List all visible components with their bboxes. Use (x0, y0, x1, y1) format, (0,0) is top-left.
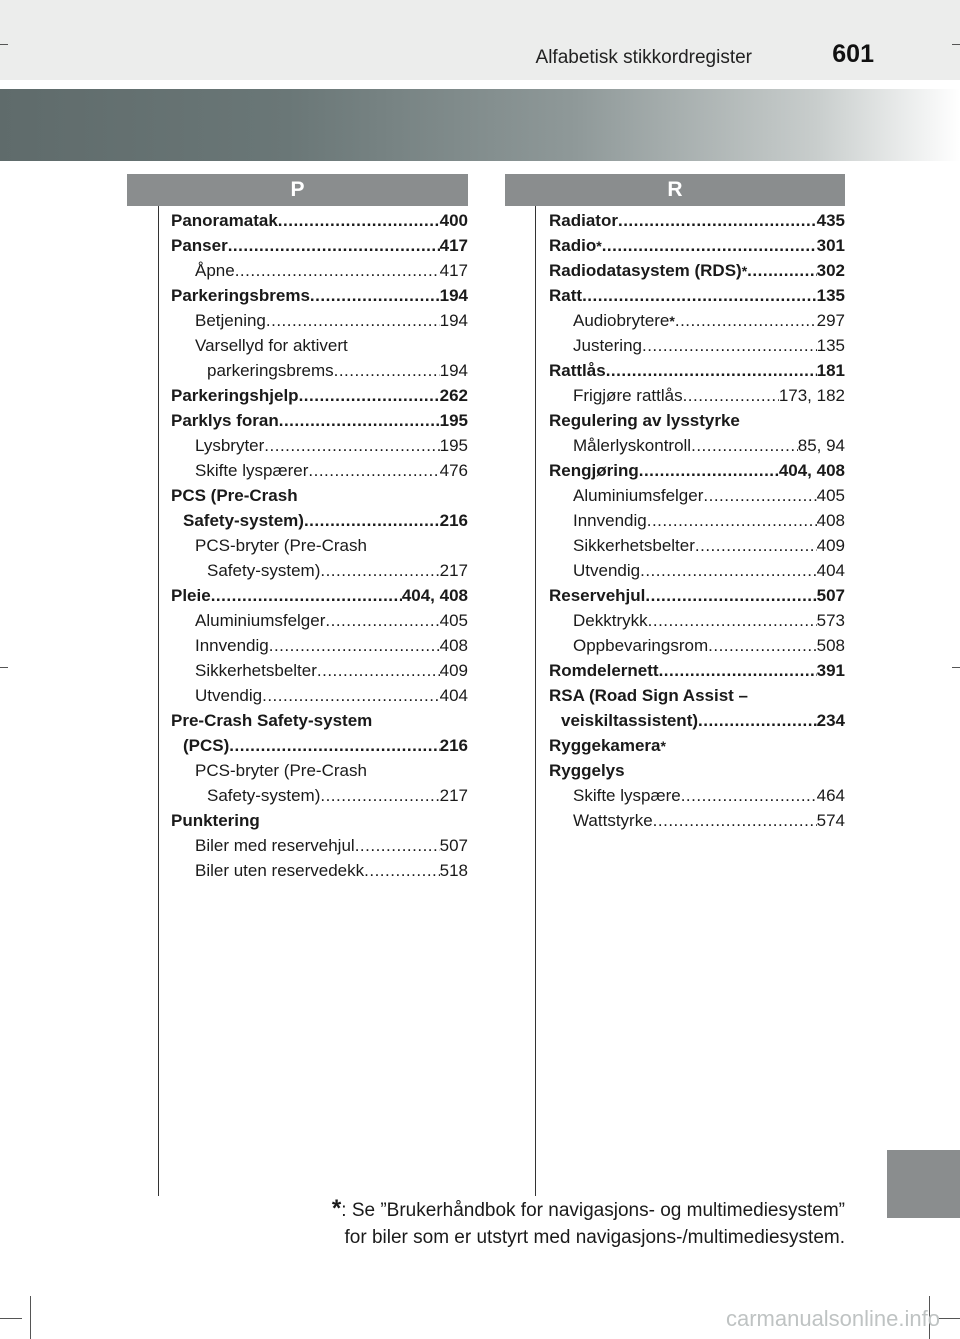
entry-page: 508 (816, 636, 845, 655)
column-divider-right (535, 206, 536, 1196)
leader-dots (653, 808, 817, 833)
entry-label: parkeringsbrems (207, 361, 334, 380)
leader-dots (703, 483, 816, 508)
leader-dots (639, 458, 779, 483)
entry-page: 409 (816, 536, 845, 555)
index-entry (171, 433, 468, 458)
index-entry (549, 633, 845, 658)
leader-dots (304, 508, 440, 533)
leader-dots (279, 408, 440, 433)
entry-label: Rattlås (549, 361, 606, 380)
entry-label: Parklys foran (171, 411, 279, 430)
leader-dots (648, 608, 817, 633)
entry-label: Parkeringsbrems (171, 286, 310, 305)
entry-label: Pleie (171, 586, 211, 605)
index-column-p (171, 208, 468, 883)
index-entry (171, 833, 468, 858)
footnote-line-2: for biler som er utstyrt med navigasjons-/multimediesystem. (344, 1227, 845, 1248)
leader-dots (310, 283, 440, 308)
index-entry (549, 608, 845, 633)
entry-label: Biler uten reservedekk (195, 861, 365, 880)
index-entry: Ryggekamera * (549, 733, 845, 758)
entry-page: 574 (816, 811, 845, 830)
entry-label: Betjening (195, 311, 266, 330)
leader-dots (264, 433, 439, 458)
entry-label: Innvendig (195, 636, 269, 655)
entry-page: 464 (816, 786, 845, 805)
index-entry (549, 358, 845, 383)
index-entry (171, 458, 468, 483)
entry-label: RSA (Road Sign Assist – (549, 686, 748, 705)
leader-dots (747, 258, 816, 283)
entry-page: 404 (816, 561, 845, 580)
entry-page: 404, 408 (401, 586, 468, 605)
section-header-r: R (505, 174, 845, 206)
entry-page: 262 (439, 386, 468, 405)
entry-label: Utvendig (573, 561, 641, 580)
entry-page: 195 (439, 436, 468, 455)
index-entry (171, 533, 468, 558)
crop-mark (952, 44, 960, 45)
entry-label: Dekktrykk (573, 611, 648, 630)
entry-label: Sikkerhetsbelter (195, 661, 317, 680)
entry-label: Sikkerhetsbelter (573, 536, 695, 555)
entry-label: veiskiltassistent) (561, 711, 699, 730)
index-entry (549, 758, 845, 783)
entry-page: 435 (816, 211, 845, 230)
index-column-r (549, 208, 845, 833)
index-entry (171, 633, 468, 658)
index-entry (171, 658, 468, 683)
leader-dots (647, 508, 817, 533)
index-entry (549, 708, 845, 733)
entry-label: Romdelernett (549, 661, 659, 680)
crop-mark (952, 667, 960, 668)
entry-page: 181 (816, 361, 845, 380)
leader-dots (691, 433, 798, 458)
entry-page: 302 (816, 261, 845, 280)
entry-label: Varsellyd for aktivert (195, 336, 348, 355)
page-number: 601 (832, 40, 874, 68)
entry-label: Skifte lyspære (573, 786, 681, 805)
entry-page: 476 (439, 461, 468, 480)
entry-label: Audiobrytere (573, 311, 670, 330)
index-entry (171, 358, 468, 383)
leader-dots (618, 208, 817, 233)
leader-dots (698, 708, 817, 733)
column-divider-left (158, 206, 159, 1196)
entry-page: 400 (439, 211, 468, 230)
entry-page: 297 (816, 311, 845, 330)
entry-page: 417 (439, 236, 468, 255)
index-entry (549, 283, 845, 308)
index-entry (549, 683, 845, 708)
index-entry (549, 508, 845, 533)
entry-label: Aluminiumsfelger (573, 486, 704, 505)
leader-dots (708, 633, 817, 658)
leader-dots (320, 558, 439, 583)
entry-label: Panoramatak (171, 211, 278, 230)
leader-dots (266, 308, 440, 333)
entry-label: Ryggelys (549, 761, 625, 780)
leader-dots (235, 258, 440, 283)
page-header-title: Alfabetisk stikkordregister (535, 47, 752, 68)
index-entry (549, 533, 845, 558)
index-entry: Audiobrytere * ..... 297 (549, 308, 845, 333)
entry-label: Safety-system) (183, 511, 304, 530)
index-entry: Radio * ..... 301 (549, 233, 845, 258)
leader-dots (683, 383, 779, 408)
leader-dots (228, 233, 440, 258)
entry-page: 507 (439, 836, 468, 855)
leader-dots (278, 208, 440, 233)
leader-dots (582, 283, 817, 308)
entry-label: PCS-bryter (Pre-Crash (195, 536, 367, 555)
entry-label: Aluminiumsfelger (195, 611, 326, 630)
entry-label: Skifte lyspærer (195, 461, 309, 480)
entry-label: Lysbryter (195, 436, 265, 455)
index-entry (171, 233, 468, 258)
leader-dots (675, 308, 817, 333)
index-entry (549, 483, 845, 508)
entry-label: Pre-Crash Safety-system (171, 711, 373, 730)
entry-page: 405 (816, 486, 845, 505)
entry-page: 234 (816, 711, 845, 730)
index-entry (171, 333, 468, 358)
watermark: carmanualsonline.info (725, 1306, 940, 1331)
decorative-banner (0, 89, 960, 161)
entry-label: Ryggekamera (549, 736, 661, 755)
index-entry (549, 433, 845, 458)
leader-dots (317, 658, 440, 683)
entry-page: 194 (439, 311, 468, 330)
entry-label: Målerlyskontroll (573, 436, 692, 455)
entry-page: 408 (439, 636, 468, 655)
header-strip (0, 0, 960, 80)
entry-page: 85, 94 (797, 436, 845, 455)
index-entry (171, 758, 468, 783)
leader-dots (695, 533, 817, 558)
leader-dots (320, 783, 439, 808)
index-entry (171, 783, 468, 808)
index-entry (549, 558, 845, 583)
index-entry (549, 208, 845, 233)
entry-label: Rengjøring (549, 461, 639, 480)
index-entry (549, 458, 845, 483)
entry-label: Radio (549, 236, 597, 255)
crop-mark (0, 667, 8, 668)
leader-dots (262, 683, 440, 708)
leader-dots (308, 458, 439, 483)
entry-page: 404 (439, 686, 468, 705)
entry-page: 507 (816, 586, 845, 605)
leader-dots (334, 358, 440, 383)
index-entry (171, 508, 468, 533)
entry-page: 217 (439, 786, 468, 805)
entry-label: Justering (573, 336, 642, 355)
entry-page: 417 (439, 261, 468, 280)
entry-label: Radiodatasystem (RDS) (549, 261, 742, 280)
entry-label: Safety-system) (207, 561, 321, 580)
entry-label: (PCS) (183, 736, 230, 755)
index-entry (171, 683, 468, 708)
entry-page: 216 (439, 736, 468, 755)
leader-dots (364, 858, 439, 883)
index-entry (549, 383, 845, 408)
entry-page: 194 (439, 361, 468, 380)
entry-label: Innvendig (573, 511, 647, 530)
entry-label: PCS (Pre-Crash (171, 486, 298, 505)
index-entry: Radiodatasystem (RDS) * ..... 302 (549, 258, 845, 283)
entry-label: Punktering (171, 811, 260, 830)
index-entry (549, 783, 845, 808)
entry-page: 194 (439, 286, 468, 305)
entry-page: 408 (816, 511, 845, 530)
index-entry (549, 808, 845, 833)
index-entry (171, 583, 468, 608)
index-entry (171, 608, 468, 633)
footnote-line-1: *: Se ”Brukerhåndbok for navigasjons- og multimediesystem” (331, 1195, 845, 1222)
leader-dots (640, 558, 817, 583)
entry-label: Ratt (549, 286, 583, 305)
entry-label: Biler med reservehjul (195, 836, 355, 855)
section-header-p: P (127, 174, 468, 206)
index-entry (171, 283, 468, 308)
entry-label: Åpne (195, 261, 235, 280)
entry-page: 518 (439, 861, 468, 880)
leader-dots (325, 608, 439, 633)
index-entry (549, 658, 845, 683)
entry-page: 135 (816, 286, 845, 305)
index-entry (549, 583, 845, 608)
leader-dots (355, 833, 440, 858)
index-entry (549, 333, 845, 358)
leader-dots (299, 383, 440, 408)
entry-page: 404, 408 (778, 461, 845, 480)
crop-mark (30, 1296, 31, 1339)
index-entry (171, 733, 468, 758)
crop-mark (0, 1318, 22, 1319)
leader-dots (645, 583, 816, 608)
entry-label: Utvendig (195, 686, 263, 705)
leader-dots (211, 583, 402, 608)
index-entry (171, 858, 468, 883)
index-entry (171, 208, 468, 233)
entry-page: 195 (439, 411, 468, 430)
footnote (332, 1195, 845, 1251)
entry-label: Reservehjul (549, 586, 646, 605)
entry-label: PCS-bryter (Pre-Crash (195, 761, 367, 780)
index-entry (171, 483, 468, 508)
index-entry (171, 808, 468, 833)
index-entry (171, 308, 468, 333)
entry-page: 301 (816, 236, 845, 255)
index-entry (171, 708, 468, 733)
index-entry (171, 258, 468, 283)
leader-dots (681, 783, 817, 808)
leader-dots (269, 633, 440, 658)
entry-label: Frigjøre rattlås (573, 386, 683, 405)
entry-page: 216 (439, 511, 468, 530)
entry-page: 409 (439, 661, 468, 680)
crop-mark (0, 44, 8, 45)
footnote-marker: * (331, 1195, 342, 1222)
entry-page: 405 (439, 611, 468, 630)
entry-label: Radiator (549, 211, 618, 230)
entry-page: 173, 182 (778, 386, 845, 405)
leader-dots (602, 233, 817, 258)
leader-dots (229, 733, 439, 758)
entry-label: Oppbevaringsrom (573, 636, 709, 655)
entry-page: 135 (816, 336, 845, 355)
leader-dots (642, 333, 817, 358)
index-entry (171, 408, 468, 433)
entry-page: 391 (816, 661, 845, 680)
entry-page: 573 (816, 611, 845, 630)
entry-page: 217 (439, 561, 468, 580)
entry-label: Safety-system) (207, 786, 321, 805)
entry-label: Parkeringshjelp (171, 386, 299, 405)
entry-label: Regulering av lysstyrke (549, 411, 740, 430)
leader-dots (659, 658, 817, 683)
entry-label: Panser (171, 236, 228, 255)
index-entry (171, 383, 468, 408)
index-entry (171, 558, 468, 583)
leader-dots (606, 358, 817, 383)
index-entry (549, 408, 845, 433)
chapter-tab (887, 1150, 960, 1218)
crop-mark (938, 1318, 960, 1319)
entry-label: Wattstyrke (573, 811, 653, 830)
